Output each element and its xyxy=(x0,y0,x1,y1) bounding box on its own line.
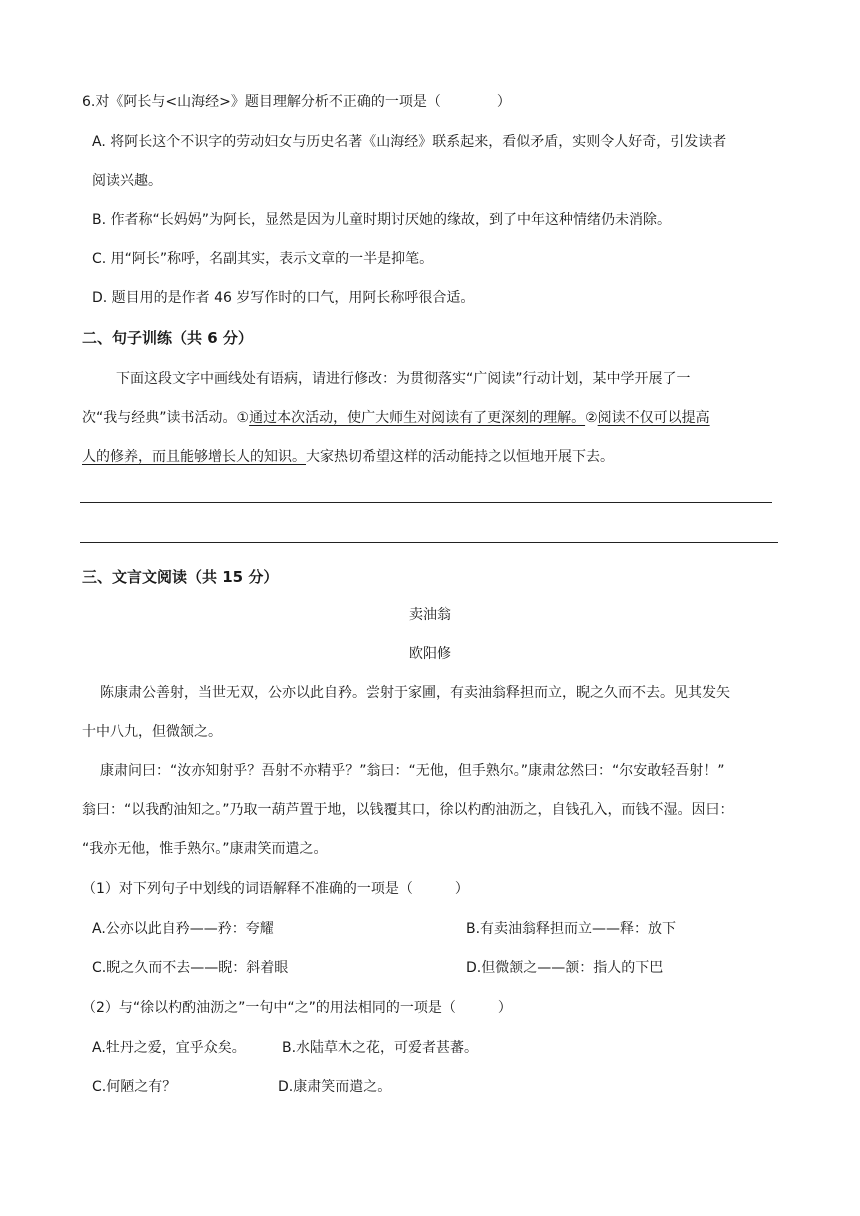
q6-option-a-line1: A. 将阿长这个不识字的劳动妇女与历史名著《山海经》联系起来，看似矛盾，实则令人好奇，引发读者 xyxy=(92,134,727,150)
q6-stem: 6.对《阿长与<山海经>》题目理解分析不正确的一项是（ ） xyxy=(82,94,511,110)
passage-p2-line1: 康肃问曰：“汝亦知射乎？吾射不亦精乎？”翁曰：“无他，但手熟尔。”康肃忿然曰：“尔安敢轻吾射！” xyxy=(100,763,725,779)
answer-line-2[interactable] xyxy=(80,542,778,543)
section2-line2 xyxy=(82,407,710,429)
sub-q2-option-c: C.何陋之有？ xyxy=(92,1079,177,1095)
circle-number-1: ① xyxy=(236,410,250,426)
q6-option-d: D. 题目用的是作者 46 岁写作时的口气，用阿长称呼很合适。 xyxy=(92,290,475,306)
sub-q2-option-d: D.康肃笑而遣之。 xyxy=(278,1079,392,1095)
sub-q2-option-a: A.牡丹之爱，宜乎众矣。 xyxy=(92,1040,246,1056)
circle-number-2: ② xyxy=(585,410,598,426)
answer-line-1[interactable] xyxy=(80,502,772,503)
sub-q2-row2 xyxy=(92,1076,392,1098)
passage-p1-line1: 陈康肃公善射，当世无双，公亦以此自矜。尝射于家圃，有卖油翁释担而立，睨之久而不去。见其发矢 xyxy=(100,685,730,701)
sub-q1-row2 xyxy=(92,957,664,979)
sub-q1-option-d: D.但微颔之——颔：指人的下巴 xyxy=(466,960,664,976)
section2-line3 xyxy=(82,446,614,468)
sub-q2-row1 xyxy=(92,1037,479,1059)
passage-p2-line2: 翁曰：“以我酌油知之。”乃取一葫芦置于地，以钱覆其口，徐以杓酌油沥之，自钱孔入，而钱不湿。因曰： xyxy=(82,802,734,818)
sub-q2-option-b: B.水陆草木之花，可爱者甚蕃。 xyxy=(282,1040,479,1056)
underlined-sentence-2b: 人的修养，而且能够增长人的知识。 xyxy=(82,449,306,465)
passage-p1-line2: 十中八九，但微颔之。 xyxy=(82,724,222,740)
section2-line2-text: 次“我与经典”读书活动。 xyxy=(82,410,237,426)
section2-line3-text: 大家热切希望这样的活动能持之以恒地开展下去。 xyxy=(306,449,614,465)
sub-q1-option-a: A.公亦以此自矜——矜：夸耀 xyxy=(92,921,274,937)
sub-q1-option-b: B.有卖油翁释担而立——释：放下 xyxy=(466,921,677,937)
sub-q1-row1 xyxy=(92,918,677,940)
sub-q1-stem: （1）对下列句子中划线的词语解释不准确的一项是（ ） xyxy=(82,881,469,897)
poem-title: 卖油翁 xyxy=(409,607,451,623)
q6-option-a-line2: 阅读兴趣。 xyxy=(92,173,162,189)
underlined-sentence-1: 通过本次活动，使广大师生对阅读有了更深刻的理解。 xyxy=(249,410,586,426)
underlined-sentence-2a: 阅读不仅可以提高 xyxy=(597,410,710,426)
q6-option-b: B. 作者称“长妈妈”为阿长，显然是因为儿童时期讨厌她的缘故，到了中年这种情绪仍未消除。 xyxy=(92,212,672,228)
sub-q2-stem: （2）与“徐以杓酌油沥之”一句中“之”的用法相同的一项是（ ） xyxy=(82,1000,512,1016)
sub-q1-option-c: C.睨之久而不去——睨：斜着眼 xyxy=(92,960,289,976)
section2-title: 二、句子训练（共 6 分） xyxy=(82,329,253,347)
section3-title: 三、文言文阅读（共 15 分） xyxy=(82,568,279,586)
passage-p2-line3: “我亦无他，惟手熟尔。”康肃笑而遣之。 xyxy=(82,841,328,857)
poem-author: 欧阳修 xyxy=(409,646,451,662)
section2-line1: 下面这段文字中画线处有语病，请进行修改：为贯彻落实“广阅读”行动计划，某中学开展了一 xyxy=(116,371,691,387)
q6-option-c: C. 用“阿长”称呼，名副其实，表示文章的一半是抑笔。 xyxy=(92,251,434,267)
